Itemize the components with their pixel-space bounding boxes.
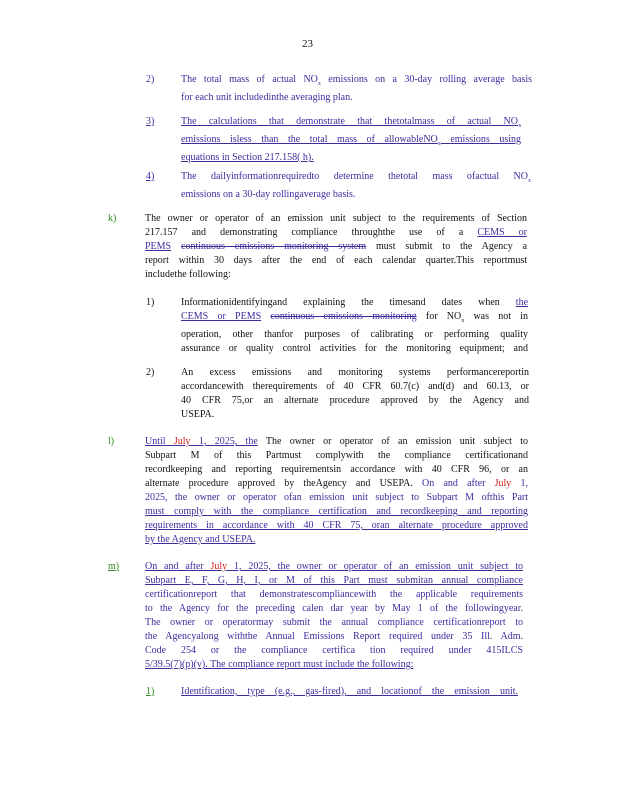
item-3-text: The calculations that demonstrate that thetotalmass of actual $NO_x$ emissions isless than the total mass of allowableNO$_x$ emissions using equations in Section 217.158( h).: [181, 116, 521, 163]
item-3-number: 3): [146, 116, 155, 127]
section-k-number: k): [108, 213, 117, 224]
section-k-item-2-number: 2): [146, 367, 155, 378]
section-k-item-1-number: 1): [146, 297, 155, 308]
section-k-item-1-text: Informationidentifyingand explaining the timesand dates when the CEMS or PEMS continuous emissions monitoring for $NO_x$ was not in operation, other thanfor purposes of calibrating or performing quality assurance or quality control activities for the monitoring equipment; and: [181, 297, 529, 354]
item-2-number: 2): [146, 74, 155, 85]
section-k-item-2-text: An excess emissions and monitoring systems performancereportin accordancewith therequirements of 40 CFR 60.7(c) and(d) and 60.13, or 40 CFR 75,or an alternate procedure approved by the Agency and USEPA.: [181, 367, 529, 420]
item-4-number: 4): [146, 171, 155, 182]
page-number: 23: [302, 38, 313, 50]
item-4-text: The dailyinformationrequiredto determine thetotal mass ofactual $NO_x$ emissions on a 30-day rollingaverage basis.: [181, 171, 531, 200]
section-m-item-1-text: Identification, type (e.g., gas-fired), and locationof the emission unit.: [181, 686, 518, 697]
item-2-text: The total mass of actual $NO_x$ emissions on a 30-day rolling average basis for each unit includedinthe averaging plan.: [181, 74, 533, 103]
section-l-number: l): [108, 436, 115, 447]
section-m-number: m): [108, 561, 120, 572]
section-m-text: On and after July 1, 2025, the owner or operator of an emission unit subject to Subpart E, F, G, H, I, or M of this Part must submitan annual compliance certificationreport that demonstratescompliancewith the applicable requirements to the Agency for the preceding calen dar year by May 1 of the followingyear. The owner or operatormay submit the annual compliance certificationreport to the Agencyalong withthe Annual Emissions Report required under 35 Ill. Adm. Code 254 or the compliance certifica tion required under 415ILCS 5/39.5(7)(p)(v). The compliance report must include the following:: [145, 561, 524, 670]
section-k-text: The owner or operator of an emission unit subject to the requirements of Section 217.157 and demonstrating compliance throughthe use of a CEMS or PEMS continuous emissions monitoring system must submit to the Agency a report within 30 days after the end of each calendar quarter.This reportmust includethe following:: [145, 213, 528, 280]
section-m-item-1-number: 1): [146, 686, 155, 697]
section-l-text: Until July 1, 2025, the The owner or operator of an emission unit subject to Subpart M of this Partmust complywith the compliance certificationand recordkeeping and reporting requirementsin accordance with 40 CFR 96, or an alternate procedure approved by theAgency and USEPA. On and after July 1, 2025, the owner or operator ofan emission unit subject to Subpart M ofthis Part must comply with the compliance certification and recordkeeping and reporting requirements in accordance with 40 CFR 75, oran alternate procedure approved by the Agency and USEPA.: [145, 436, 529, 545]
